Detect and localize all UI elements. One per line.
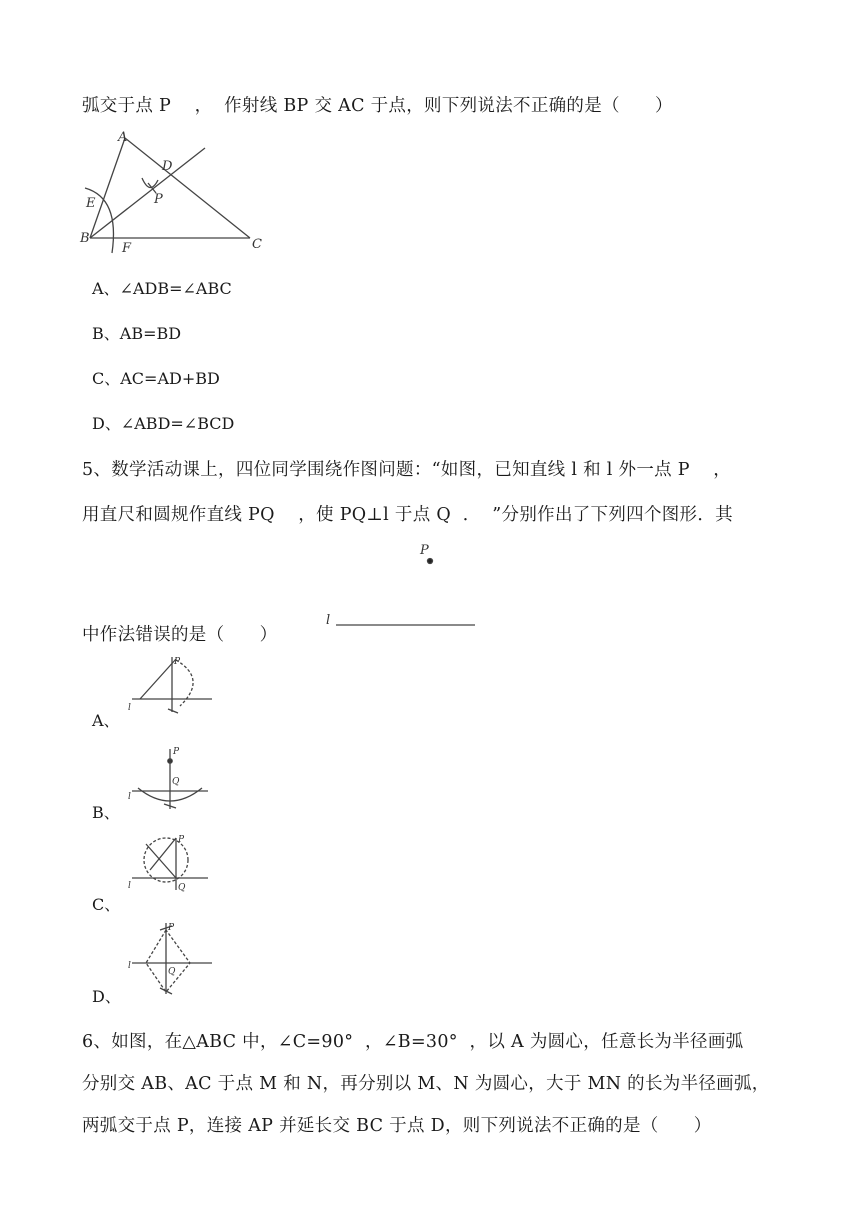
point-p <box>428 559 433 564</box>
q5-option-c-figure <box>128 832 218 897</box>
label-p: P <box>154 192 163 207</box>
ray-bp <box>90 148 205 238</box>
label-f: F <box>122 241 132 256</box>
svg-text:l: l <box>128 792 131 802</box>
label-c: C <box>252 237 262 252</box>
svg-text:P: P <box>178 835 185 845</box>
label-l: l <box>326 613 331 628</box>
q4-option-d: D、∠ABD=∠BCD <box>92 414 235 433</box>
svg-text:Q: Q <box>172 777 180 787</box>
svg-text:Q: Q <box>168 967 176 977</box>
label-d: D <box>162 159 173 174</box>
q4-option-a: A、∠ADB=∠ABC <box>92 279 232 298</box>
side-ac <box>125 138 250 238</box>
q5-option-a-figure <box>128 654 218 716</box>
q4-option-c: C、AC=AD+BD <box>92 369 220 388</box>
svg-text:Q: Q <box>178 883 186 893</box>
q5-option-c-label: C、 <box>92 895 121 914</box>
q5-option-b-label: B、 <box>92 803 120 822</box>
q5-option-d-label: D、 <box>92 987 121 1006</box>
svg-text:l: l <box>128 881 131 891</box>
q5-stem-line-2: 用直尺和圆规作直线 PQ ，使 PQ⊥l 于点 Q ． ”分别作出了下列四个图形．其 <box>82 505 733 525</box>
svg-text:l: l <box>128 961 131 971</box>
q6-stem-line-1: 6、如图，在△ABC 中，∠C=90° ，∠B=30° ，以 A 为圆心，任意长为半径画弧 <box>82 1032 744 1052</box>
svg-text:l: l <box>128 703 131 713</box>
q4-stem-line: 弧交于点 P ， 作射线 BP 交 AC 于点，则下列说法不正确的是（ ） <box>82 96 673 116</box>
q5-stem-line-1: 5、数学活动课上，四位同学围绕作图问题：“如图，已知直线 l 和 l 外一点 P ， <box>82 460 732 480</box>
q4-triangle-figure <box>80 128 280 258</box>
svg-text:P: P <box>174 657 181 667</box>
label-a: A <box>118 130 128 145</box>
q6-stem-line-3: 两弧交于点 P，连接 AP 并延长交 BC 于点 D，则下列说法不正确的是（ ） <box>82 1116 712 1136</box>
q4-option-b: B、AB=BD <box>92 324 182 343</box>
svg-text:P: P <box>173 747 180 757</box>
svg-text:P: P <box>168 923 175 933</box>
label-e: E <box>86 196 96 211</box>
q5-option-b-figure <box>128 744 218 814</box>
q5-given-figure <box>320 540 490 635</box>
q5-option-d-figure <box>128 918 218 998</box>
q5-stem-line-3: 中作法错误的是（ ） <box>82 625 278 645</box>
q5-option-a-label: A、 <box>92 711 120 730</box>
label-b: B <box>80 231 90 246</box>
q6-stem-line-2: 分别交 AB、AC 于点 M 和 N，再分别以 M、N 为圆心，大于 MN 的长为半径画弧， <box>82 1074 770 1094</box>
side-ab <box>90 138 125 238</box>
label-p: P <box>420 543 429 558</box>
